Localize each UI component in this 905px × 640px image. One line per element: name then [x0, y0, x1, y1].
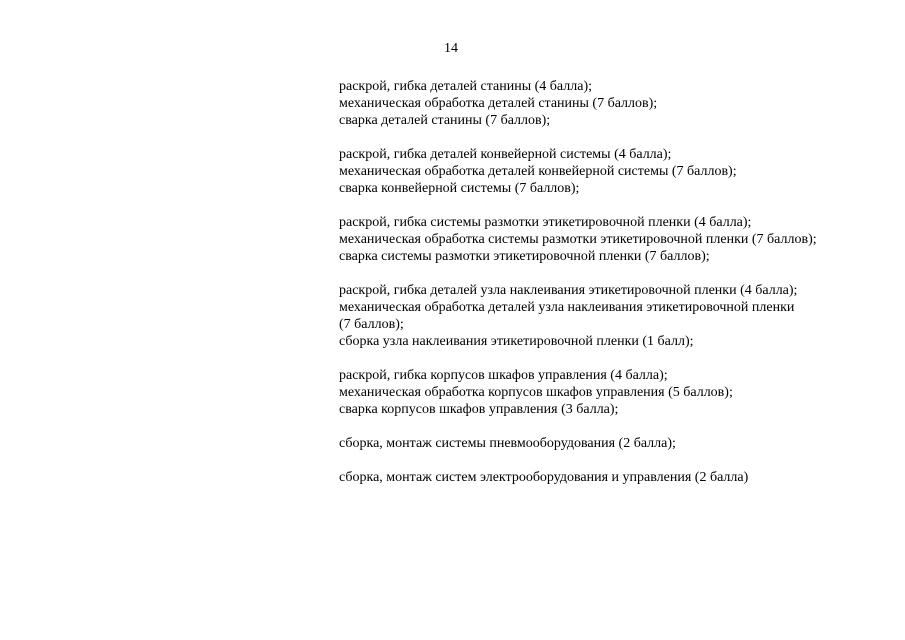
text-line: сборка, монтаж систем электрооборудования и управления (2 балла) — [339, 470, 749, 485]
text-line: механическая обработка деталей станины (7 баллов); — [339, 96, 658, 111]
text-line: раскрой, гибка системы размотки этикетировочной пленки (4 балла); — [339, 215, 752, 230]
paragraph-conveyor — [339, 146, 879, 197]
text-line: механическая обработка деталей конвейерной системы (7 баллов); — [339, 164, 737, 179]
text-line: механическая обработка деталей узла наклеивания этикетировочной пленки — [339, 300, 795, 315]
paragraph-labeling-unit — [339, 282, 879, 350]
text-line: раскрой, гибка корпусов шкафов управления (4 балла); — [339, 368, 668, 383]
document-body — [339, 78, 879, 503]
paragraph-electrical — [339, 469, 879, 486]
text-line: раскрой, гибка деталей конвейерной системы (4 балла); — [339, 147, 672, 162]
text-line: раскрой, гибка деталей станины (4 балла); — [339, 79, 592, 94]
page-number: 14 — [444, 41, 458, 56]
text-line: сборка, монтаж системы пневмооборудования (2 балла); — [339, 436, 676, 451]
text-line: сборка узла наклеивания этикетировочной пленки (1 балл); — [339, 334, 694, 349]
paragraph-pneumatics — [339, 435, 879, 452]
text-line: (7 баллов); — [339, 317, 404, 332]
text-line: сварка деталей станины (7 баллов); — [339, 113, 551, 128]
text-line: механическая обработка системы размотки этикетировочной пленки (7 баллов); — [339, 232, 817, 247]
paragraph-frame — [339, 78, 879, 129]
text-line: сварка корпусов шкафов управления (3 балла); — [339, 402, 619, 417]
text-line: сварка системы размотки этикетировочной пленки (7 баллов); — [339, 249, 710, 264]
text-line: механическая обработка корпусов шкафов управления (5 баллов); — [339, 385, 733, 400]
text-line: сварка конвейерной системы (7 баллов); — [339, 181, 580, 196]
paragraph-unwinding — [339, 214, 879, 265]
paragraph-control-cabinets — [339, 367, 879, 418]
text-line: раскрой, гибка деталей узла наклеивания этикетировочной пленки (4 балла); — [339, 283, 798, 298]
